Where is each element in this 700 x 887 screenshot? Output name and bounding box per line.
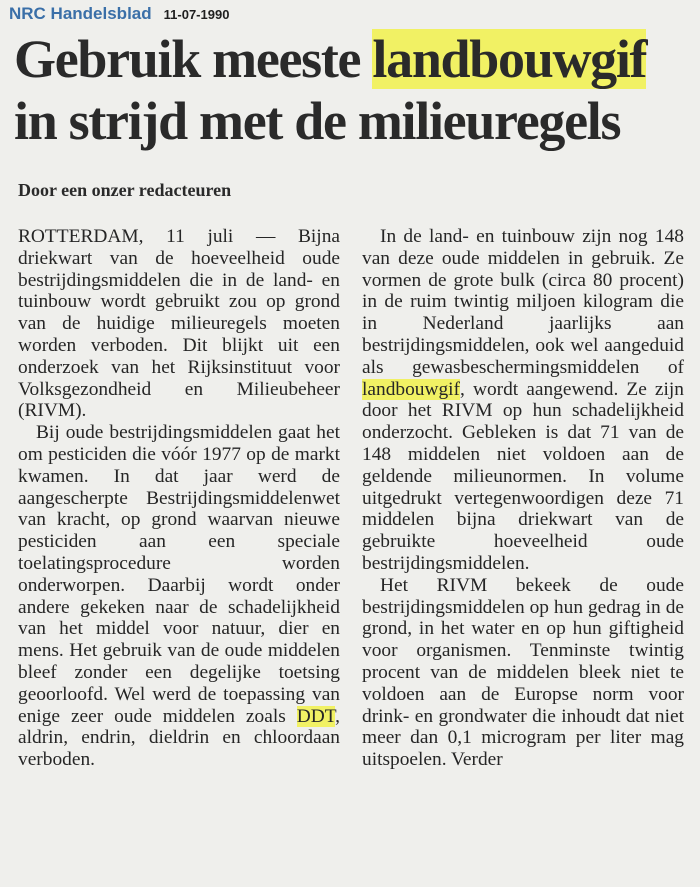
headline-highlight: landbouwgif	[372, 29, 647, 89]
paragraph-text: , aldrin, endrin, dieldrin en chloordaan verboden.	[18, 705, 340, 771]
paragraph-text: , wordt aangewend. Ze zijn door het RIVM op hun schadelijkheid onderzocht. Gebleken is dat 71 van de 148 middelen niet voldoen aan de geldende milieunormen. In volume uitgedrukt vertegenwoordigen deze 71 middelen bijna driekwart van de gebruikte hoeveelheid oude bestrijdingsmiddelen.	[362, 378, 684, 574]
headline	[14, 28, 700, 152]
byline: Door een onzer redacteuren	[18, 180, 232, 200]
newspaper-source	[9, 4, 229, 24]
headline-line-2: in strijd met de milieuregels	[14, 91, 621, 151]
paragraph-text: Bij oude bestrijdingsmiddelen gaat het om pesticiden die vóór 1977 op de markt kwamen. In dat jaar werd de aangescherpte Bestrijdingsmiddelenwet van kracht, op grond waarvan nieuwe pesticiden aan een speciale toelatingsprocedure worden onderworpen. Daarbij wordt onder andere gekeken naar de schadelijkheid van het middel voor natuur, dier en mens. Het gebruik van de oude middelen bleef zonder een degelijke toetsing geoorloofd. Wel werd de toepassing van enige zeer oude middelen zoals	[18, 422, 340, 727]
paragraph	[18, 422, 340, 771]
article-column-left	[18, 226, 340, 771]
publication-date: 11-07-1990	[163, 7, 230, 22]
highlight-ddt: DDT	[296, 705, 336, 727]
paragraph: ROTTERDAM, 11 juli — Bijna driekwart van de hoeveelheid oude bestrijdingsmiddelen die in de land- en tuinbouw wordt gebruikt zou op grond van de huidige milieuregels moeten worden verboden. Dit blijkt uit een onderzoek van het Rijksinstituut voor Volksgezondheid en Milieubeheer (RIVM).	[18, 226, 340, 422]
newspaper-name: NRC Handelsblad	[9, 4, 152, 23]
highlight-landbouwgif: landbouwgif	[362, 378, 461, 400]
paragraph	[362, 226, 684, 575]
headline-line-1	[14, 28, 700, 90]
article-column-right	[362, 226, 684, 771]
headline-text-1: Gebruik meeste	[14, 29, 373, 89]
paragraph-text: In de land- en tuinbouw zijn nog 148 van deze oude middelen in gebruik. Ze vormen de grote bulk (circa 80 procent) in de ruim twintig miljoen kilogram die in Nederland jaarlijks aan bestrijdingsmiddelen, ook wel aangeduid als gewasbeschermingsmiddelen of	[362, 226, 684, 378]
paragraph: Het RIVM bekeek de oude bestrijdingsmiddelen op hun gedrag in de grond, in het water en op hun giftigheid voor organismen. Tenminste twintig procent van de middelen bleek niet te voldoen aan de Europse norm voor drink- en grondwater die inhoudt dat niet meer dan 0,1 microgram per liter mag uitspoelen. Verder	[362, 574, 684, 771]
